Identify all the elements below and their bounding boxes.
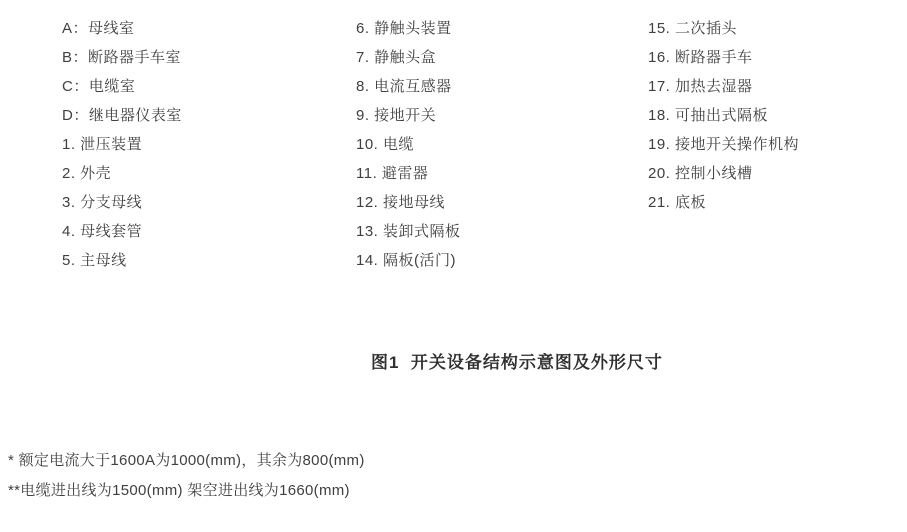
legend-item-18: 18. 可抽出式隔板 <box>648 107 769 124</box>
legend-item-C: C：电缆室 <box>62 78 136 95</box>
legend-item-9: 9. 接地开关 <box>356 107 437 124</box>
legend-item-14: 14. 隔板(活门) <box>356 252 457 269</box>
legend-column-3 <box>648 14 799 217</box>
legend-item-5: 5. 主母线 <box>62 252 127 269</box>
footnote-2: **电缆进出线为1500(mm) 架空进出线为1660(mm) <box>8 482 350 499</box>
legend-item-12: 12. 接地母线 <box>356 194 446 211</box>
legend-item-10: 10. 电缆 <box>356 136 415 153</box>
legend-item-17: 17. 加热去湿器 <box>648 78 753 95</box>
legend-item-7: 7. 静触头盒 <box>356 49 437 66</box>
legend-column-2 <box>356 14 461 275</box>
figure-caption: 图1 开关设备结构示意图及外形尺寸 <box>371 353 663 372</box>
legend-item-A: A：母线室 <box>62 20 135 37</box>
legend-item-2: 2. 外壳 <box>62 165 112 182</box>
legend-item-8: 8. 电流互感器 <box>356 78 452 95</box>
footnote-1: * 额定电流大于1600A为1000(mm)，其余为800(mm) <box>8 452 365 469</box>
legend-item-4: 4. 母线套管 <box>62 223 143 240</box>
legend-item-3: 3. 分支母线 <box>62 194 143 211</box>
legend-item-11: 11. 避雷器 <box>356 165 429 182</box>
legend-item-1: 1. 泄压装置 <box>62 136 143 153</box>
footnotes <box>8 446 365 506</box>
legend-item-6: 6. 静触头装置 <box>356 20 452 37</box>
legend-column-1 <box>62 14 182 275</box>
legend-item-19: 19. 接地开关操作机构 <box>648 136 800 153</box>
legend-item-21: 21. 底板 <box>648 194 707 211</box>
legend-item-15: 15. 二次插头 <box>648 20 738 37</box>
legend-item-16: 16. 断路器手车 <box>648 49 753 66</box>
legend-item-D: D：继电器仪表室 <box>62 107 182 124</box>
legend-item-B: B：断路器手车室 <box>62 49 182 66</box>
legend-item-20: 20. 控制小线槽 <box>648 165 753 182</box>
legend-item-13: 13. 装卸式隔板 <box>356 223 461 240</box>
